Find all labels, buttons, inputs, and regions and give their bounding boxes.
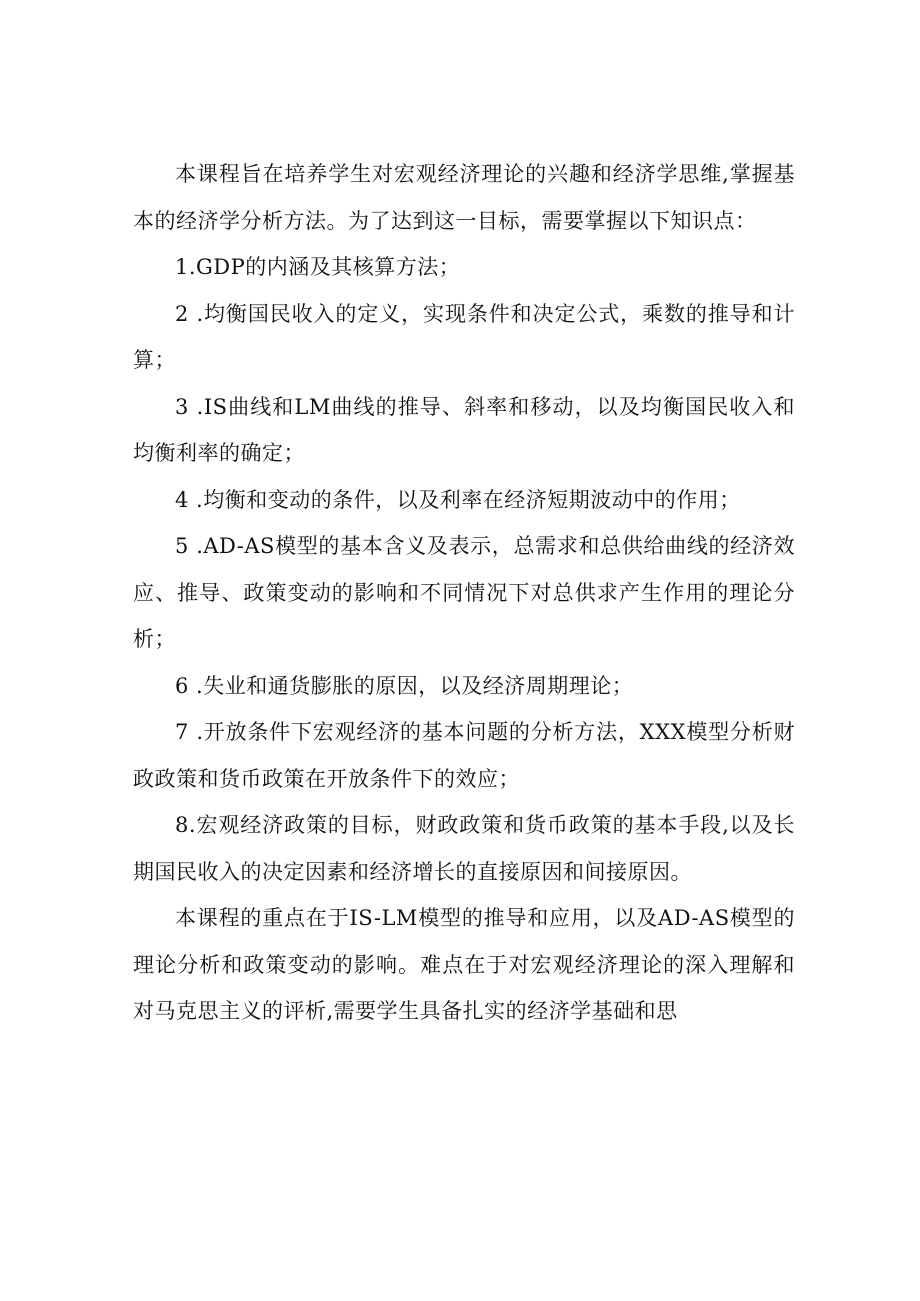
intro-paragraph: 本课程旨在培养学生对宏观经济理论的兴趣和经济学思维,掌握基本的经济学分析方法。为了达到这一目标，需要掌握以下知识点：	[133, 162, 795, 233]
knowledge-point-8: 8.宏观经济政策的目标，财政政策和货币政策的基本手段,以及长期国民收入的决定因素和经济增长的直接原因和间接原因。	[133, 813, 795, 884]
document-body	[133, 151, 795, 1035]
knowledge-point-5: 5 .AD-AS模型的基本含义及表示，总需求和总供给曲线的经济效应、推导、政策变动的影响和不同情况下对总供求产生作用的理论分析；	[133, 534, 795, 651]
knowledge-point-3: 3 .IS曲线和LM曲线的推导、斜率和移动，以及均衡国民收入和均衡利率的确定；	[133, 394, 795, 465]
key-points-paragraph: 本课程的重点在于IS-LM模型的推导和应用，以及AD-AS模型的理论分析和政策变动的影响。难点在于对宏观经济理论的深入理解和对马克思主义的评析,需要学生具备扎实的经济学基础和思	[133, 906, 795, 1023]
knowledge-point-6: 6 .失业和通货膨胀的原因，以及经济周期理论；	[175, 673, 634, 698]
knowledge-point-7: 7 .开放条件下宏观经济的基本问题的分析方法，XXX模型分析财政政策和货币政策在开放条件下的效应；	[133, 720, 795, 791]
knowledge-point-4: 4 .均衡和变动的条件，以及利率在经济短期波动中的作用；	[175, 487, 741, 512]
knowledge-point-2: 2 .均衡国民收入的定义，实现条件和决定公式，乘数的推导和计算；	[133, 301, 795, 372]
knowledge-point-1: 1.GDP的内涵及其核算方法；	[175, 255, 461, 279]
